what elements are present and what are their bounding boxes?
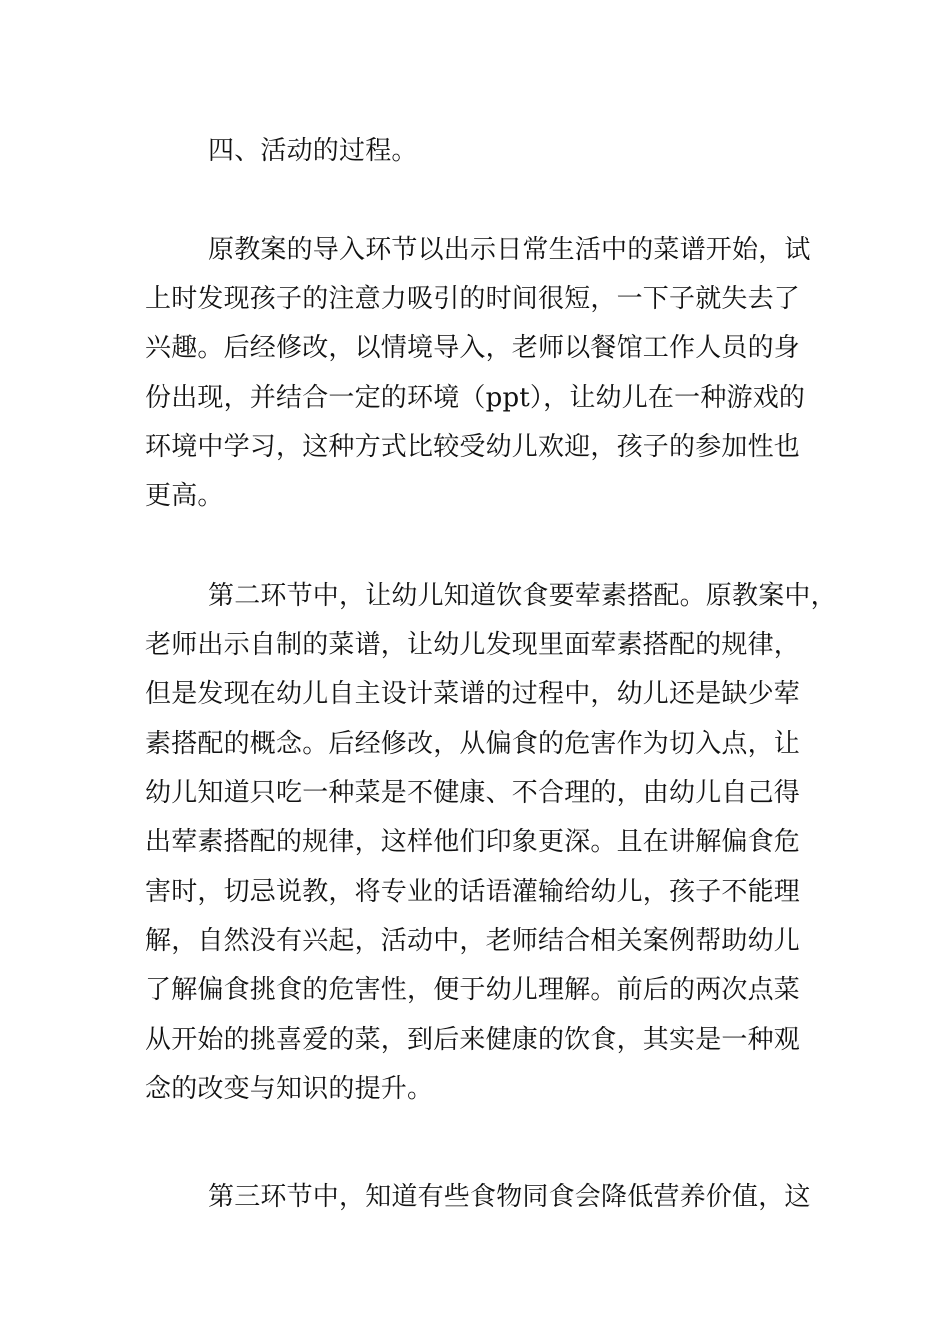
paragraph-1-line: 更高。	[145, 481, 224, 511]
section-heading: 四、活动的过程。	[208, 136, 418, 166]
paragraph-1-line: 上时发现孩子的注意力吸引的时间很短，一下子就失去了	[145, 284, 801, 314]
paragraph-1-line: 份出现，并结合一定的环境（ppt），让幼儿在一种游戏的	[145, 383, 806, 413]
paragraph-2-line: 从开始的挑喜爱的菜，到后来健康的饮食，其实是一种观	[145, 1025, 801, 1055]
paragraph-3-line: 第三环节中，知道有些食物同食会降低营养价值，这	[208, 1182, 811, 1212]
paragraph-2-line: 念的改变与知识的提升。	[145, 1074, 434, 1104]
paragraph-1-line: 环境中学习，这种方式比较受幼儿欢迎，孩子的参加性也	[145, 432, 801, 462]
paragraph-2-line: 但是发现在幼儿自主设计菜谱的过程中，幼儿还是缺少荤	[145, 679, 801, 709]
paragraph-2-line: 素搭配的概念。后经修改，从偏食的危害作为切入点，让	[145, 729, 801, 759]
paragraph-2-line: 解，自然没有兴起，活动中，老师结合相关案例帮助幼儿	[145, 926, 801, 956]
paragraph-2-line: 老师出示自制的菜谱，让幼儿发现里面荤素搭配的规律，	[145, 630, 801, 660]
paragraph-2-line: 出荤素搭配的规律，这样他们印象更深。且在讲解偏食危	[145, 827, 801, 857]
paragraph-2-line: 幼儿知道只吃一种菜是不健康、不合理的，由幼儿自己得	[145, 778, 801, 808]
paragraph-1-line: 原教案的导入环节以出示日常生活中的菜谱开始，试	[208, 235, 811, 265]
paragraph-2-line: 害时，切忌说教，将专业的话语灌输给幼儿，孩子不能理	[145, 877, 801, 907]
paragraph-2-line: 了解偏食挑食的危害性，便于幼儿理解。前后的两次点菜	[145, 975, 801, 1005]
paragraph-2-line: 第二环节中，让幼儿知道饮食要荤素搭配。原教案中，	[208, 581, 837, 611]
paragraph-1-line: 兴趣。后经修改，以情境导入，老师以餐馆工作人员的身	[145, 333, 801, 363]
